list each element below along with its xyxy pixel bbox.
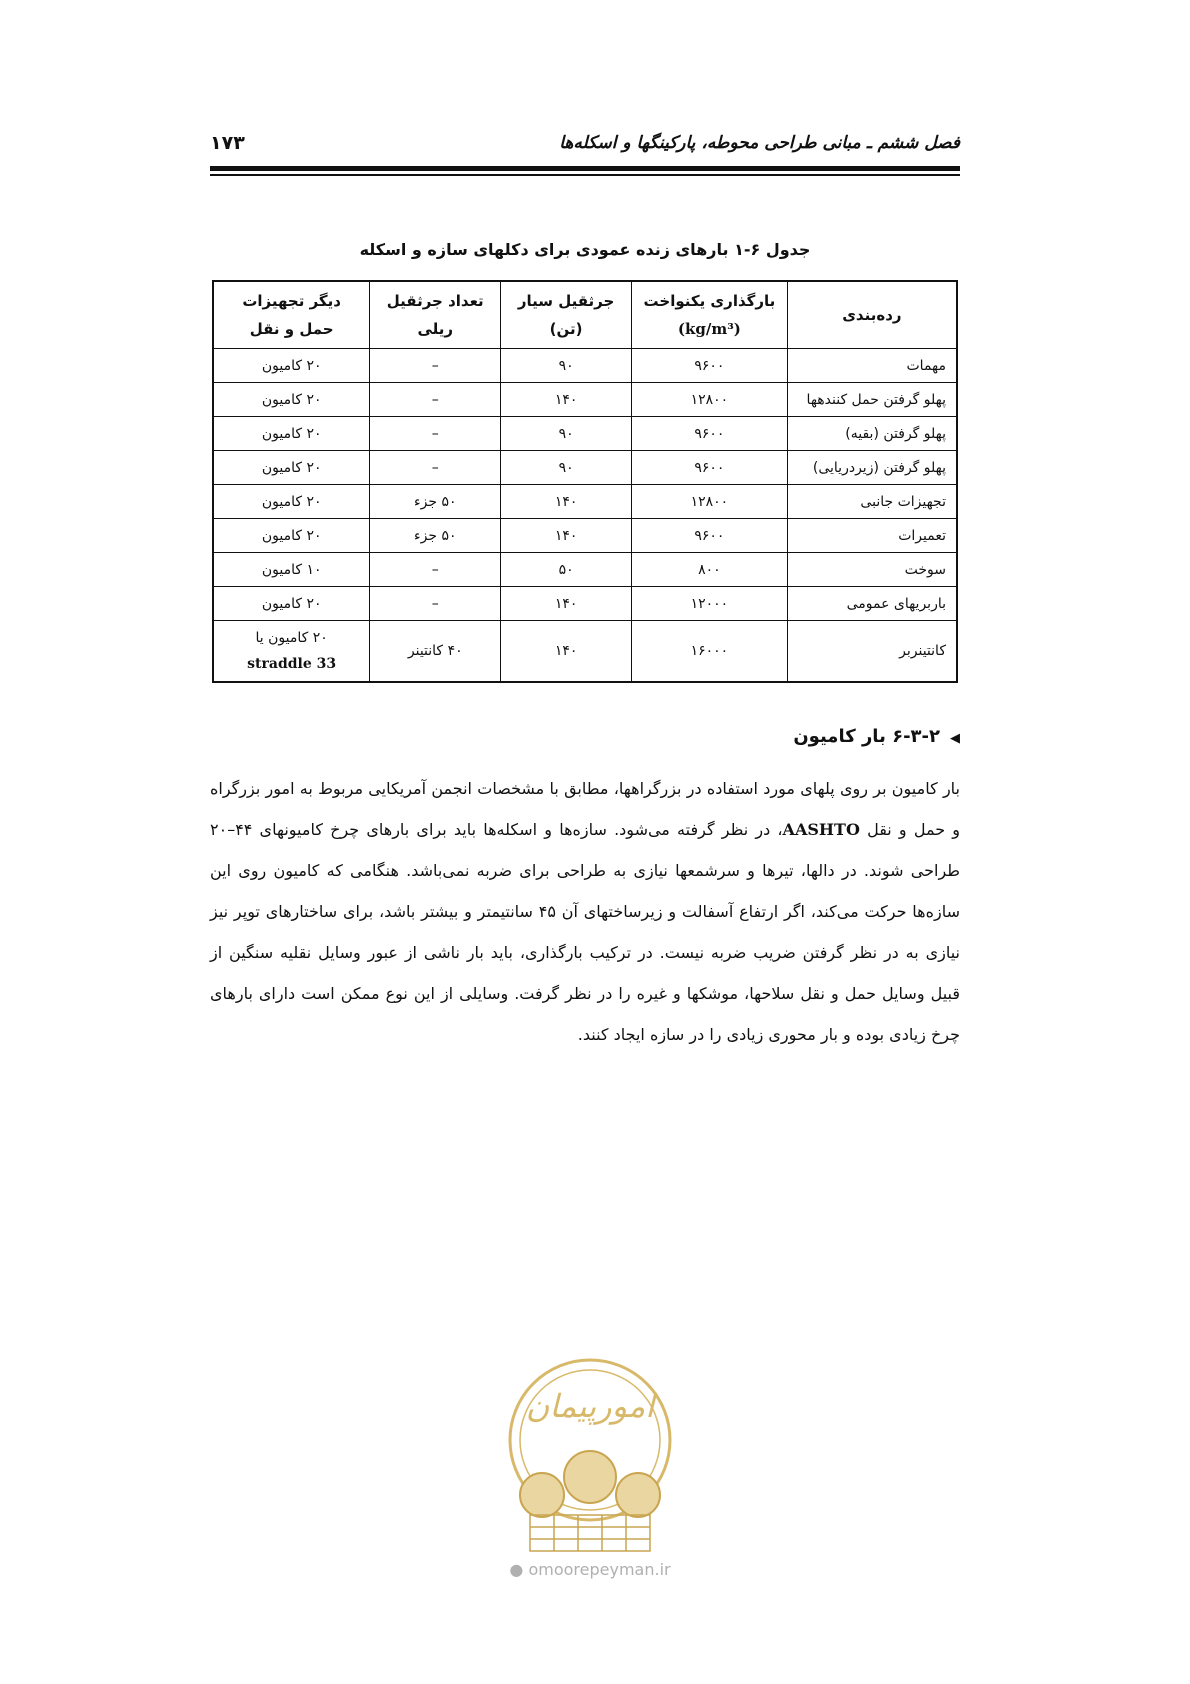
cell-rail: – <box>370 349 501 383</box>
header-other-equipment: دیگر تجهیزات حمل و نقل <box>213 281 370 349</box>
header-uniform-load: بارگذاری یکنواخت (kg/m³) <box>632 281 788 349</box>
watermark-logo-text: امورپیمان <box>525 1387 655 1425</box>
header-category: رده‌بندی <box>787 281 957 349</box>
cell-crane: ۹۰ <box>501 349 632 383</box>
cell-other: ۲۰ کامیون <box>213 519 370 553</box>
cell-category: باربریهای عمومی <box>787 587 957 621</box>
cell-crane: ۹۰ <box>501 417 632 451</box>
cell-rail: – <box>370 383 501 417</box>
aashto-term: AASHTO <box>782 820 860 839</box>
header-mobile-crane: جرثقیل سیار (تن) <box>501 281 632 349</box>
cell-category: پهلو گرفتن (بقیه) <box>787 417 957 451</box>
page-number: ۱۷۳ <box>210 132 245 154</box>
cell-category: سوخت <box>787 553 957 587</box>
cell-other: ۲۰ کامیون <box>213 349 370 383</box>
page-header <box>210 128 960 158</box>
cell-uniform: ۹۶۰۰ <box>632 519 788 553</box>
cell-other: ۲۰ کامیون <box>213 451 370 485</box>
watermark-logo <box>490 1355 690 1565</box>
cell-uniform: ۱۶۰۰۰ <box>632 621 788 683</box>
cell-rail: – <box>370 587 501 621</box>
table-row <box>213 587 957 621</box>
cell-category: کانتینربر <box>787 621 957 683</box>
cell-category: پهلو گرفتن (زیردریایی) <box>787 451 957 485</box>
header-rule-thin <box>210 174 960 176</box>
chapter-title: فصل ششم ـ مبانی طراحی محوطه، پارکینگها و اسکله‌ها <box>559 133 960 153</box>
table-row <box>213 349 957 383</box>
cell-other: ۲۰ کامیون <box>213 417 370 451</box>
cell-crane: ۱۴۰ <box>501 383 632 417</box>
cell-rail: – <box>370 553 501 587</box>
triangle-bullet-icon: ◀ <box>950 731 960 746</box>
watermark-url: ● omoorepeyman.ir <box>509 1560 671 1579</box>
cell-rail: ۴۰ کانتینر <box>370 621 501 683</box>
cell-rail: ۵۰ جزء <box>370 519 501 553</box>
body-paragraph: بار کامیون بر روی پلهای مورد استفاده در بزرگراهها، مطابق با مشخصات انجمن آمریکایی مربوط به امور بزرگراه و حمل و نقل AASHTO، در نظر گرفته می‌شود. سازه‌ها و اسکله‌ها باید برای بارهای چرخ کامیونهای ۴۴–۲۰ طراحی شوند. در دالها، تیرها و سرشمعها نیازی به طراحی برای ضربه نمی‌باشد. هنگامی که کامیون روی این سازه‌ها حرکت می‌کند، اگر ارتفاع آسفالت و زیرساختهای آن ۴۵ سانتیمتر و بیشتر باشد، برای ساختارهای توپر نیز نیازی به در نظر گرفتن ضریب ضربه نیست. در ترکیب بارگذاری، باید بار ناشی از عبور وسایل نقلیه سنگین از قبیل وسایل حمل و نقل سلاحها، موشکها و غیره را در نظر گرفت. وسایلی از این نوع ممکن است دارای بارهای چرخ زیادی بوده و بار محوری زیادی را در سازه ایجاد کنند. <box>210 779 961 1044</box>
cell-crane: ۹۰ <box>501 451 632 485</box>
cell-crane: ۱۴۰ <box>501 485 632 519</box>
header-rail-cranes: تعداد جرثقیل ریلی <box>370 281 501 349</box>
section-heading <box>210 726 960 747</box>
table-header-row <box>213 281 957 349</box>
cell-uniform: ۱۲۸۰۰ <box>632 485 788 519</box>
cell-uniform: ۸۰۰ <box>632 553 788 587</box>
cell-crane: ۱۴۰ <box>501 519 632 553</box>
cell-other: ۲۰ کامیون <box>213 587 370 621</box>
cell-uniform: ۱۲۰۰۰ <box>632 587 788 621</box>
table-row <box>213 383 957 417</box>
cell-other: ۲۰ کامیون <box>213 383 370 417</box>
table-row <box>213 519 957 553</box>
table-row <box>213 553 957 587</box>
table-row <box>213 621 957 683</box>
cell-category: تجهیزات جانبی <box>787 485 957 519</box>
header-rule-thick <box>210 166 960 171</box>
cell-uniform: ۹۶۰۰ <box>632 451 788 485</box>
cell-uniform: ۹۶۰۰ <box>632 417 788 451</box>
cell-rail: – <box>370 417 501 451</box>
cell-category: مهمات <box>787 349 957 383</box>
cell-crane: ۱۴۰ <box>501 587 632 621</box>
section-heading-text: ۶-۳-۲ بار کامیون <box>793 726 940 747</box>
cell-crane: ۵۰ <box>501 553 632 587</box>
cell-other: ۲۰ کامیون یا straddle 33 <box>213 621 370 683</box>
cell-category: پهلو گرفتن حمل کنندهها <box>787 383 957 417</box>
cell-uniform: ۱۲۸۰۰ <box>632 383 788 417</box>
cell-rail: – <box>370 451 501 485</box>
table-caption: جدول ۶-۱ بارهای زنده عمودی برای دکلهای سازه و اسکله <box>359 240 811 259</box>
cell-other: ۱۰ کامیون <box>213 553 370 587</box>
live-loads-table <box>212 280 958 683</box>
cell-uniform: ۹۶۰۰ <box>632 349 788 383</box>
table-row <box>213 485 957 519</box>
table-row <box>213 417 957 451</box>
cell-category: تعمیرات <box>787 519 957 553</box>
cell-crane: ۱۴۰ <box>501 621 632 683</box>
cell-rail: ۵۰ جزء <box>370 485 501 519</box>
cell-other: ۲۰ کامیون <box>213 485 370 519</box>
table-row <box>213 451 957 485</box>
